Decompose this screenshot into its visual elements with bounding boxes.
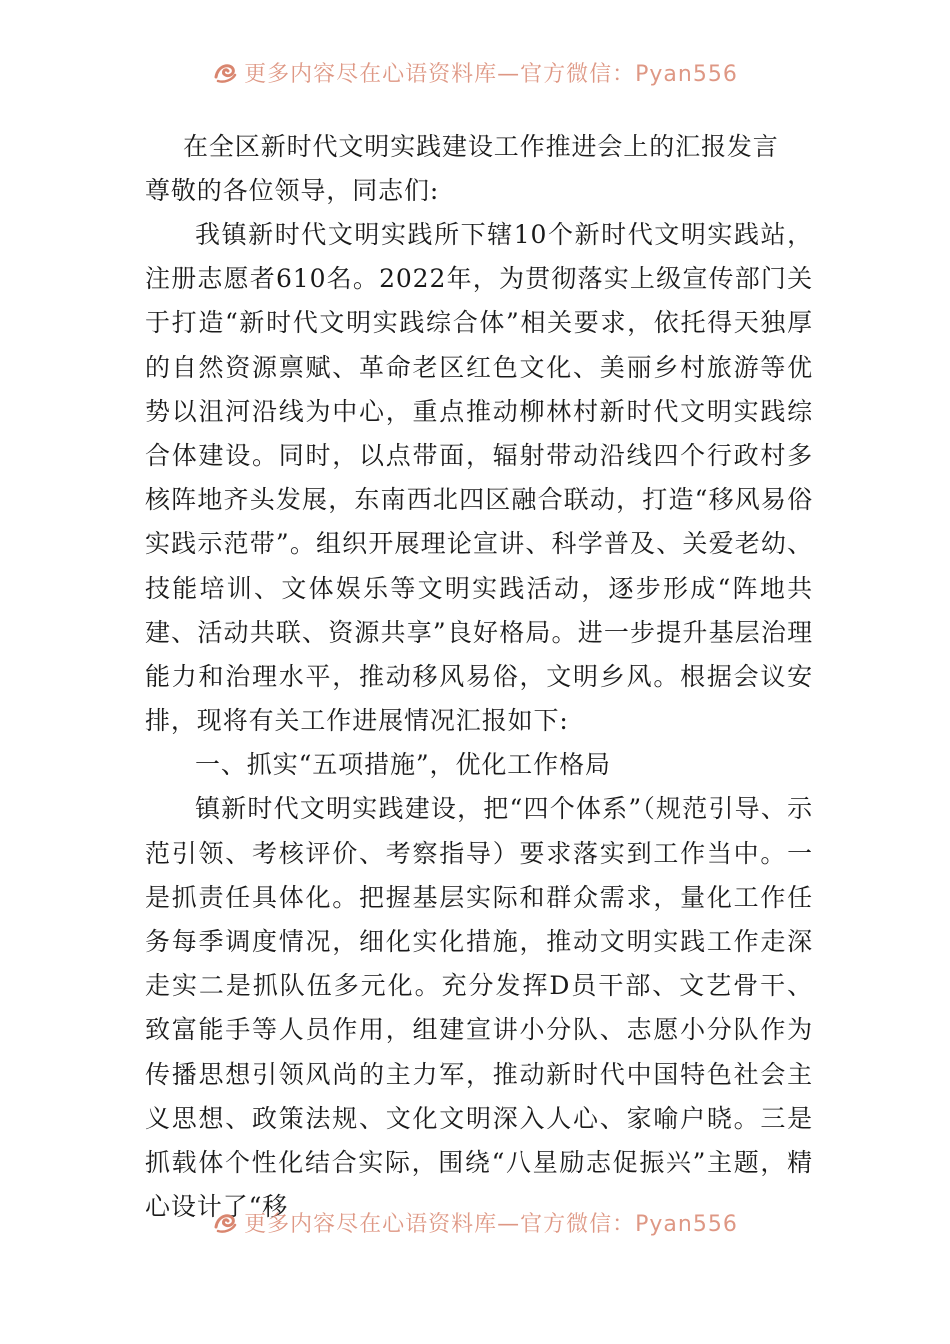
salutation: 尊敬的各位领导，同志们:: [145, 176, 440, 205]
document-body: [145, 125, 813, 1229]
watermark-text: 更多内容尽在心语资料库—官方微信：Pyan556: [244, 1211, 738, 1237]
intro-paragraph: 我镇新时代文明实践所下辖10个新时代文明实践站，注册志愿者610名。2022年，为贯彻落实上级宣传部门关于打造“新时代文明实践综合体”相关要求，依托得天独厚的自然资源禀赋、革命老区红色文化、美丽乡村旅游等优势以沮河沿线为中心，重点推动柳林村新时代文明实践综合体建设。同时，以点带面，辐射带动沿线四个行政村多核阵地齐头发展，东南西北四区融合联动，打造“移风易俗实践示范带”。组织开展理论宣讲、科学普及、关爱老幼、技能培训、文体娱乐等文明实践活动，逐步形成“阵地共建、活动共联、资源共享”良好格局。进一步提升基层治理能力和治理水平，推动移风易俗，文明乡风。根据会议安排，现将有关工作进展情况汇报如下:: [145, 220, 813, 736]
swirl-logo-icon: [212, 59, 238, 85]
watermark-header: [0, 52, 950, 92]
swirl-logo-icon: [212, 1209, 238, 1235]
watermark-footer: [0, 1202, 950, 1242]
document-title: 在全区新时代文明实践建设工作推进会上的汇报发言: [183, 132, 779, 161]
watermark-text: 更多内容尽在心语资料库—官方微信：Pyan556: [244, 61, 738, 87]
section-heading-1: 一、抓实“五项措施”，优化工作格局: [195, 750, 611, 780]
section-1-paragraph: 镇新时代文明实践建设，把“四个体系”（规范引导、示范引领、考核评价、考察指导）要求落实到工作当中。一是抓责任具体化。把握基层实际和群众需求，量化工作任务每季调度情况，细化实化措施，推动文明实践工作走深走实二是抓队伍多元化。充分发挥D员干部、文艺骨干、致富能手等人员作用，组建宣讲小分队、志愿小分队作为传播思想引领风尚的主力军，推动新时代中国特色社会主义思想、政策法规、文化文明深入人心、家喻户晓。三是抓载体个性化结合实际，围绕“八星励志促振兴”主题，精心设计了“移: [145, 794, 813, 1222]
